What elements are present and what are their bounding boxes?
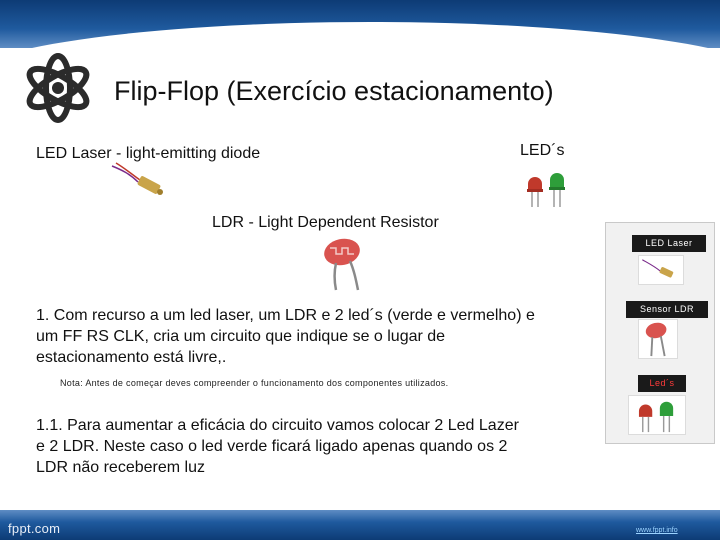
footer-brand: fppt.com [8, 521, 61, 536]
note-text: Nota: Antes de começar deves compreender o funcionamento dos componentes utilizados. [60, 378, 449, 388]
footer-link[interactable]: www.fppt.info [636, 527, 678, 534]
led-pair-image [522, 166, 570, 208]
side-led-pair-image [628, 395, 686, 435]
side-header-led-laser: LED Laser [632, 235, 706, 252]
paragraph-1-line-3: estacionamento está livre,. [36, 349, 227, 366]
label-ldr: LDR - Light Dependent Resistor [212, 214, 439, 231]
slide-title: Flip-Flop (Exercício estacionamento) [114, 76, 554, 106]
side-header-sensor-ldr: Sensor LDR [626, 301, 708, 318]
paragraph-1-line-2: um FF RS CLK, cria um circuito que indique se o lugar de [36, 328, 446, 345]
bottom-band [0, 510, 720, 540]
paragraph-2-line-1: 1.1. Para aumentar a eficácia do circuito vamos colocar 2 Led Lazer [36, 417, 519, 434]
side-laser-image [638, 255, 684, 285]
ldr-image [312, 236, 376, 292]
side-ldr-image [638, 319, 678, 359]
component-side-panel [605, 222, 715, 444]
side-header-leds: Led´s [638, 375, 686, 392]
paragraph-2-line-2: e 2 LDR. Neste caso o led verde ficará ligado apenas quando os 2 [36, 438, 508, 455]
paragraph-1-line-1: 1. Com recurso a um led laser, um LDR e 2 led´s (verde e vermelho) e [36, 307, 535, 324]
atom-icon [18, 52, 96, 124]
label-led-laser: LED Laser - light-emitting diode [36, 145, 261, 162]
paragraph-2-line-3: LDR não receberem luz [36, 459, 205, 476]
label-leds: LED´s [520, 142, 565, 159]
laser-diode-image [108, 160, 170, 202]
